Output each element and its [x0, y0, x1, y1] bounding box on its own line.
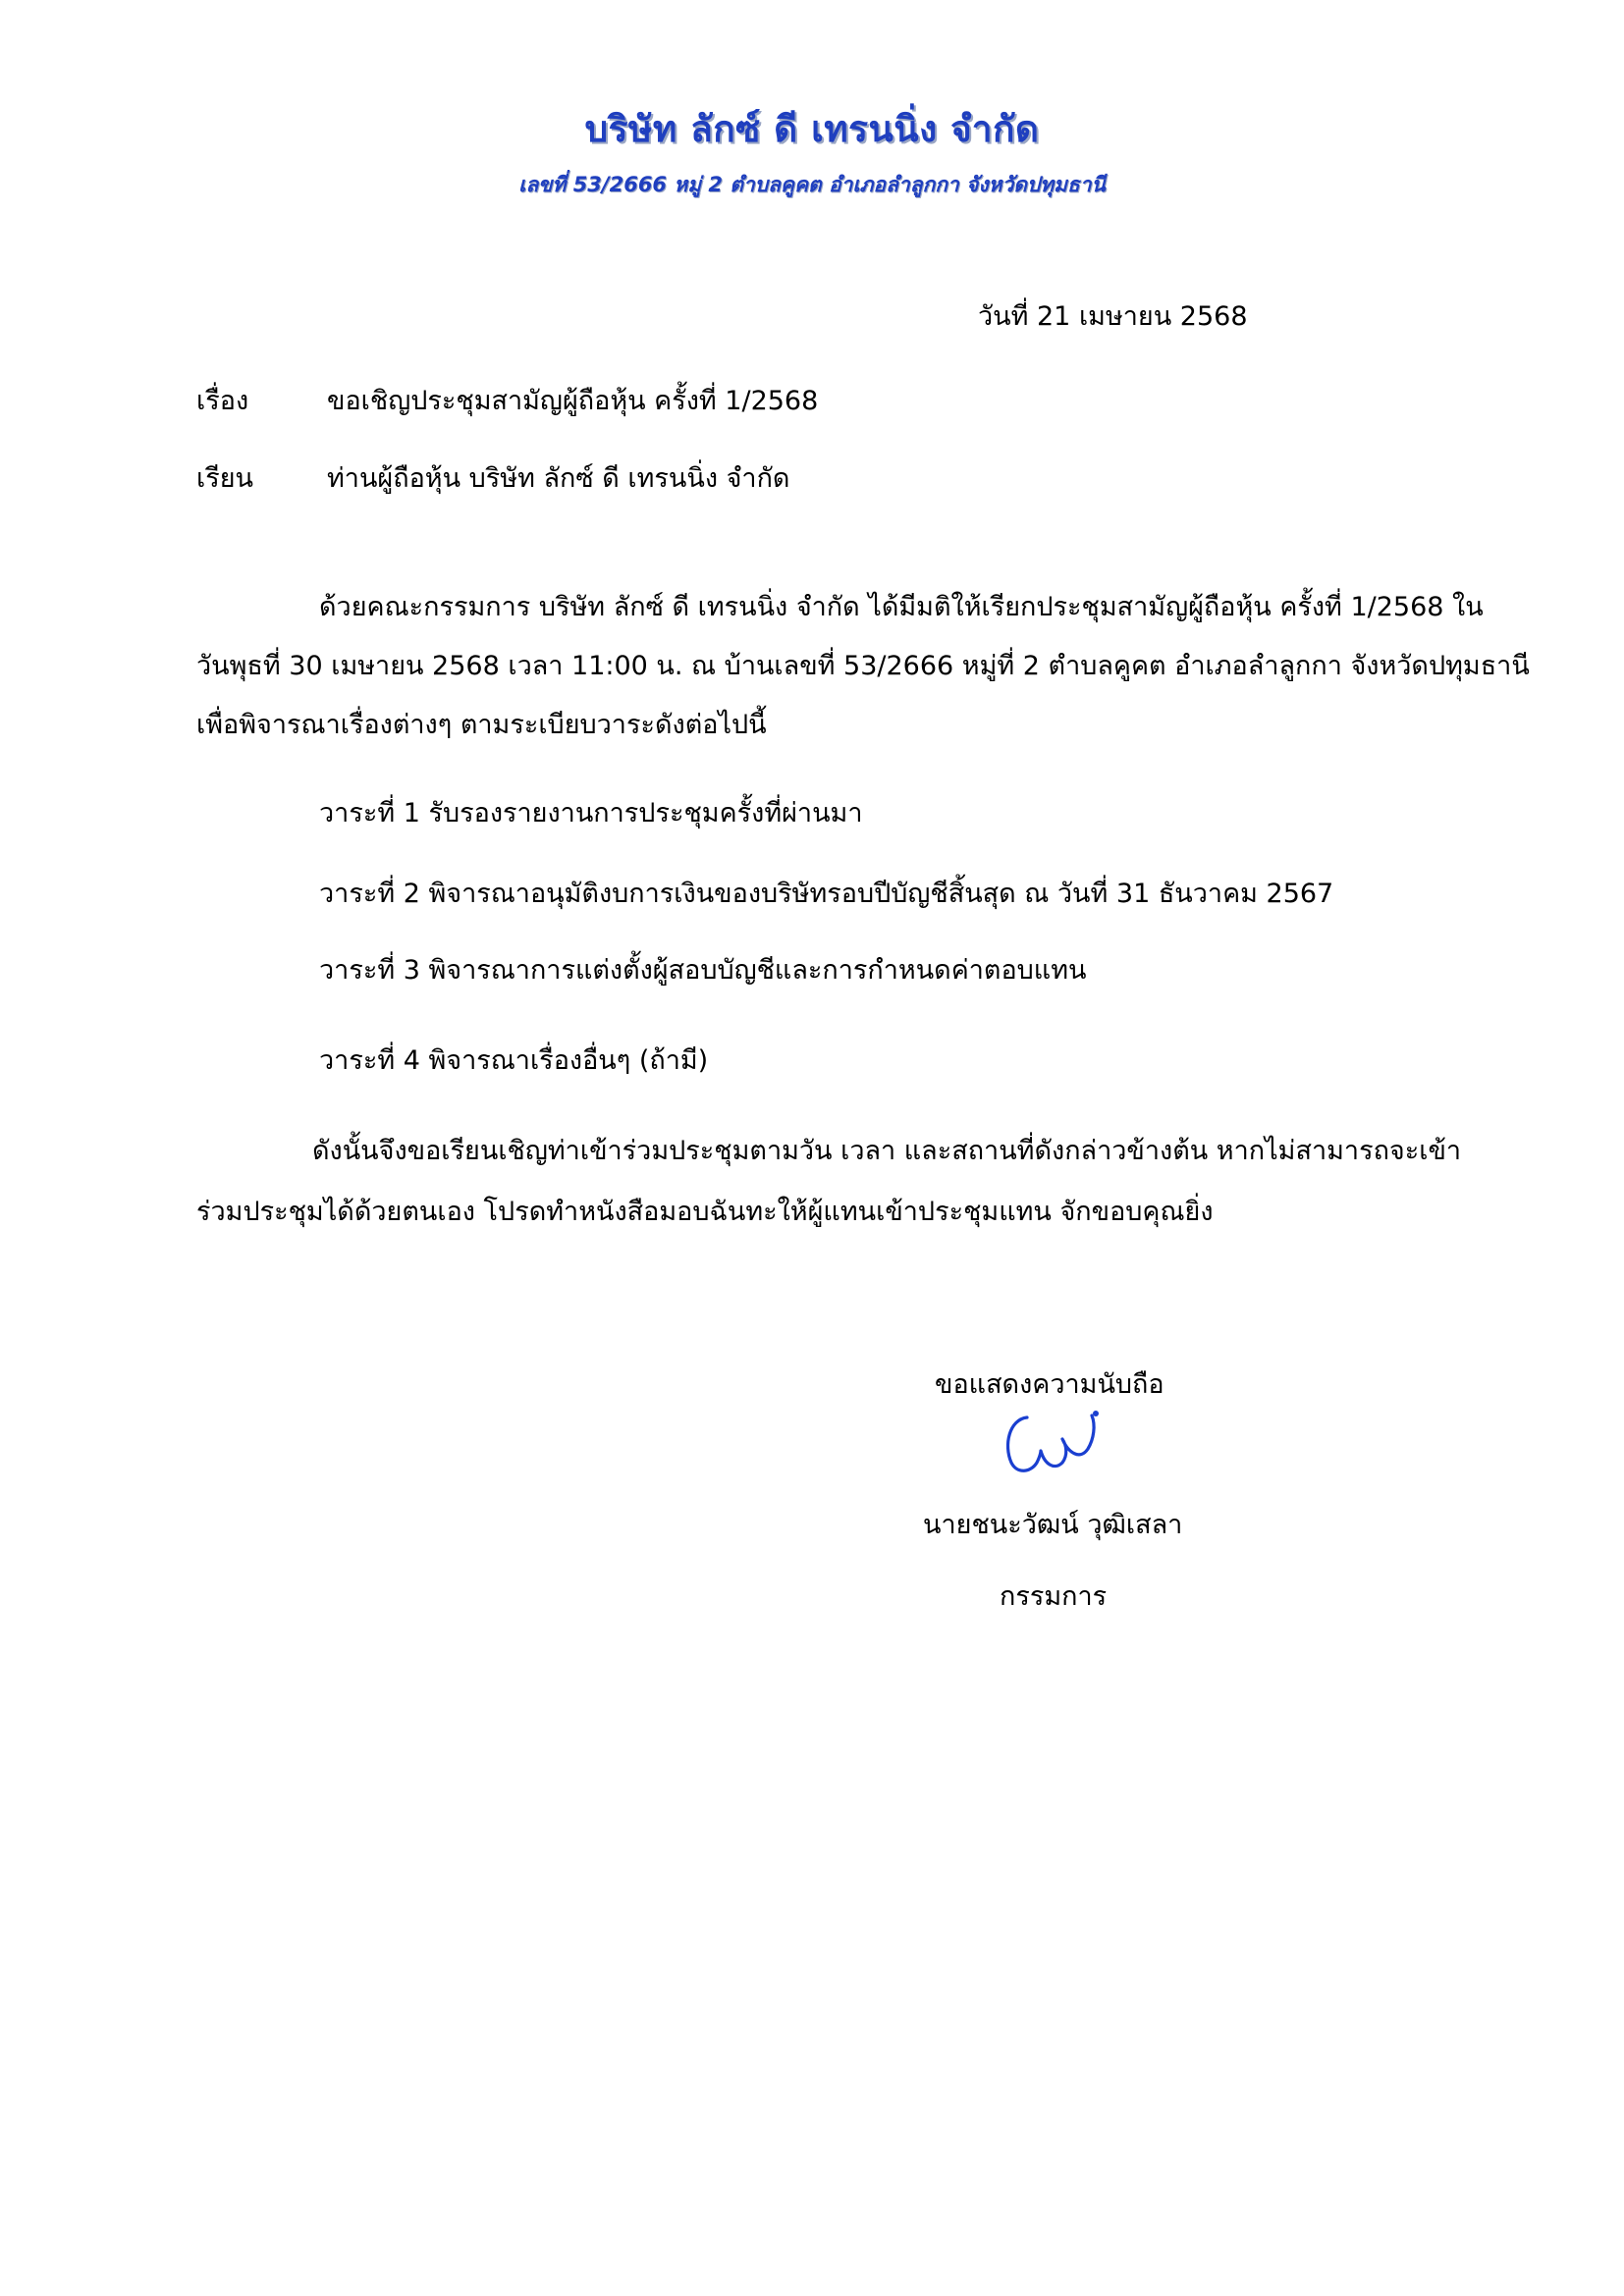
- agenda-item-1: วาระที่ 1 รับรองรายงานการประชุมครั้งที่ผ่านมา: [319, 798, 863, 828]
- signer-title: กรรมการ: [1000, 1581, 1108, 1612]
- closing-salutation: ขอแสดงความนับถือ: [935, 1369, 1164, 1400]
- subject-label: เรื่อง: [196, 386, 249, 416]
- conclusion-line-2: ร่วมประชุมได้ด้วยตนเอง โปรดทำหนังสือมอบฉันทะให้ผู้แทนเข้าประชุมแทน จักขอบคุณยิ่ง: [196, 1197, 1214, 1227]
- agenda-item-3: วาระที่ 3 พิจารณาการแต่งตั้งผู้สอบบัญชีและการกำหนดค่าตอบแทน: [319, 955, 1087, 986]
- recipient-text: ท่านผู้ถือหุ้น บริษัท ลักซ์ ดี เทรนนิ่ง จำกัด: [327, 463, 790, 494]
- signer-name: นายชนะวัฒน์ วุฒิเสลา: [923, 1510, 1183, 1540]
- signature: [998, 1406, 1106, 1484]
- recipient-label: เรียน: [196, 463, 254, 494]
- letter-date: วันที่ 21 เมษายน 2568: [978, 301, 1248, 332]
- company-address: เลขที่ 53/2666 หมู่ 2 ตำบลคูคต อำเภอลำลูกกา จังหวัดปทุมธานี: [518, 173, 1106, 196]
- body-line-3: เพื่อพิจารณาเรื่องต่างๆ ตามระเบียบวาระดังต่อไปนี้: [196, 710, 767, 740]
- subject-text: ขอเชิญประชุมสามัญผู้ถือหุ้น ครั้งที่ 1/2568: [327, 386, 819, 416]
- agenda-item-4: วาระที่ 4 พิจารณาเรื่องอื่นๆ (ถ้ามี): [319, 1045, 709, 1076]
- body-line-2: วันพุธที่ 30 เมษายน 2568 เวลา 11:00 น. ณ บ้านเลขที่ 53/2666 หมู่ที่ 2 ตำบลคูคต อำเภอลำลูกกา จังหวัดปทุมธานี: [196, 651, 1530, 681]
- company-name: บริษัท ลักซ์ ดี เทรนนิ่ง จำกัด: [584, 108, 1040, 150]
- agenda-item-2: วาระที่ 2 พิจารณาอนุมัติงบการเงินของบริษัทรอบปีบัญชีสิ้นสุด ณ วันที่ 31 ธันวาคม 2567: [319, 879, 1334, 909]
- body-line-1: ด้วยคณะกรรมการ บริษัท ลักซ์ ดี เทรนนิ่ง จำกัด ได้มีมติให้เรียกประชุมสามัญผู้ถือหุ้น ครั้งที่ 1/2568 ใน: [319, 592, 1484, 622]
- conclusion-line-1: ดังนั้นจึงขอเรียนเชิญท่าเข้าร่วมประชุมตามวัน เวลา และสถานที่ดังกล่าวข้างต้น หากไม่สามารถจะเข้า: [312, 1136, 1462, 1166]
